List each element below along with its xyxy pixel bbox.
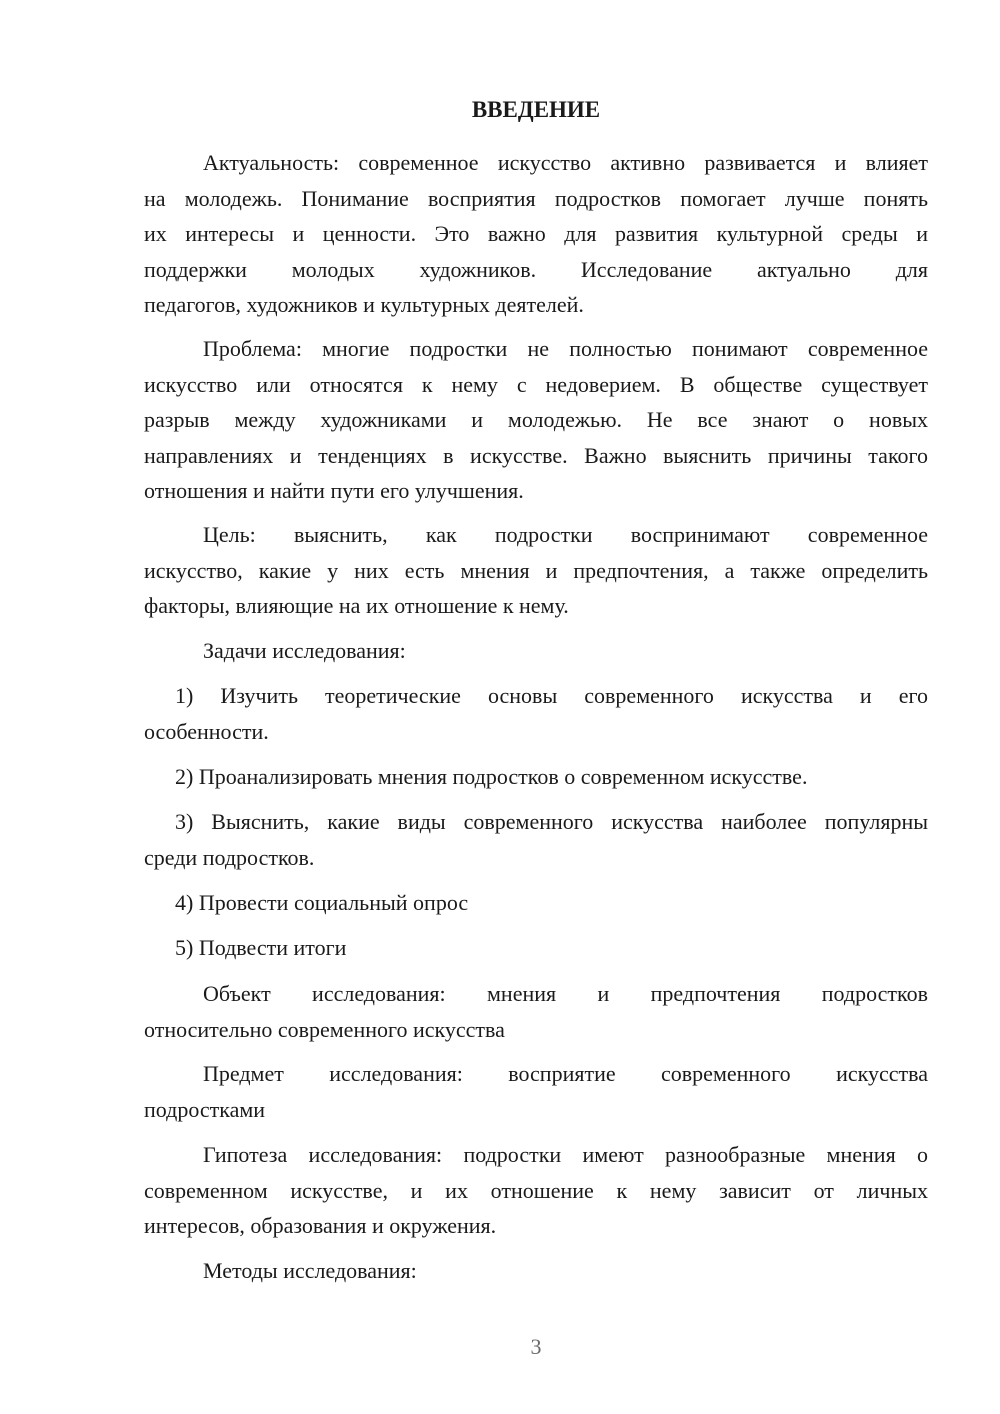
text-line: поддержки молодых художников. Исследование актуально для: [144, 256, 928, 282]
page-number: 3: [530, 1334, 542, 1359]
text-line: особенности.: [144, 718, 269, 744]
text-line: интересов, образования и окружения.: [144, 1213, 497, 1238]
text-line: искусство, какие у них есть мнения и предпочтения, а также определить: [144, 557, 928, 583]
text-line: современном искусстве, и их отношение к нему зависит от личных: [144, 1177, 928, 1203]
text-line: Предмет исследования: восприятие современного искусства: [203, 1061, 928, 1086]
text-line: отношения и найти пути его улучшения.: [144, 478, 524, 503]
text-line: факторы, влияющие на их отношение к нему.: [144, 593, 569, 618]
hypothesis-paragraph: [144, 1137, 928, 1244]
task-item: [144, 759, 928, 795]
relevance-paragraph: [144, 145, 928, 323]
object-paragraph: [144, 976, 928, 1047]
text-line: 1) Изучить теоретические основы современного искусства и его: [175, 683, 928, 708]
task-item: [144, 930, 928, 966]
text-line: 4) Провести социальный опрос: [175, 890, 469, 915]
text-line: 3) Выяснить, какие виды современного искусства наиболее популярны: [175, 809, 928, 834]
task-item: [144, 804, 928, 875]
text-line: 5) Подвести итоги: [175, 935, 347, 960]
text-line: Методы исследования:: [203, 1258, 417, 1283]
task-item: [144, 885, 928, 921]
methods-heading: [144, 1253, 928, 1289]
text-line: среди подростков.: [144, 844, 315, 870]
subject-paragraph: [144, 1056, 928, 1127]
text-line: Актуальность: современное искусство активно развивается и влияет: [203, 150, 928, 175]
text-line: подростками: [144, 1096, 266, 1122]
text-line: на молодежь. Понимание восприятия подростков помогает лучше понять: [144, 185, 928, 211]
text-line: их интересы и ценности. Это важно для развития культурной среды и: [144, 221, 928, 246]
text-line: педагогов, художников и культурных деятелей.: [144, 292, 584, 317]
text-line: Задачи исследования:: [203, 638, 406, 663]
text-line: направлениях и тенденциях в искусстве. Важно выяснить причины такого: [144, 442, 928, 468]
text-line: Цель: выяснить, как подростки воспринимают современное: [203, 522, 928, 547]
text-line: Проблема: многие подростки не полностью понимают современное: [203, 336, 928, 361]
text-line: Объект исследования: мнения и предпочтения подростков: [203, 981, 928, 1006]
text-line: относительно современного искусства: [144, 1016, 505, 1042]
text-line: разрыв между художниками и молодежью. Не все знают о новых: [144, 407, 928, 432]
goal-paragraph: [144, 517, 928, 624]
text-line: искусство или относятся к нему с недоверием. В обществе существует: [144, 371, 928, 397]
section-title: ВВЕДЕНИЕ: [471, 97, 601, 122]
problem-paragraph: [144, 331, 928, 509]
task-item: [144, 678, 928, 749]
text-line: 2) Проанализировать мнения подростков о современном искусстве.: [175, 764, 808, 789]
text-line: Гипотеза исследования: подростки имеют разнообразные мнения о: [203, 1142, 928, 1167]
tasks-heading: [144, 633, 928, 669]
